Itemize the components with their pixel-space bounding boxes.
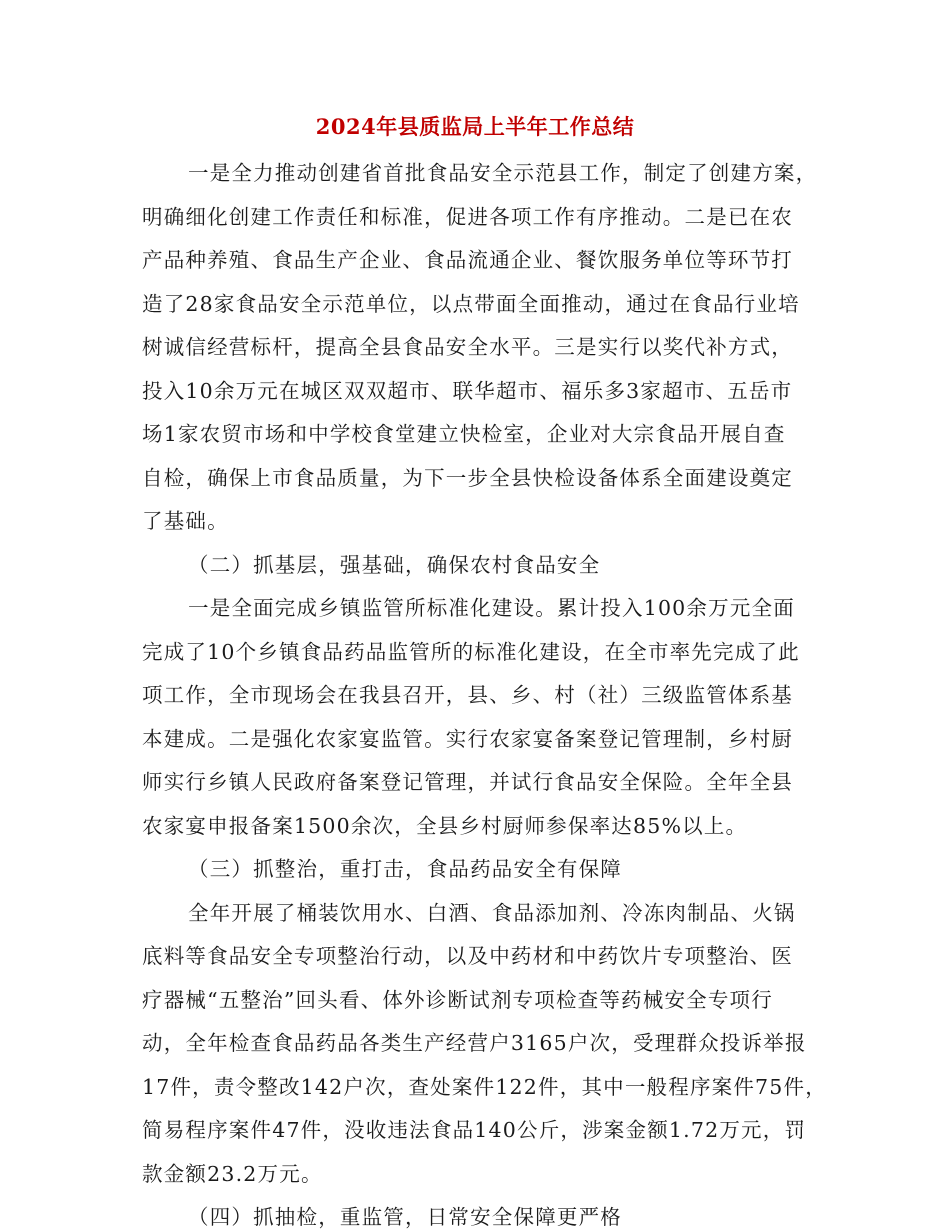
paragraph-line: 简易程序案件47件，没收违法食品140公斤，涉案金额1.72万元，罚 bbox=[142, 1118, 807, 1142]
paragraph-line: 投入10余万元在城区双双超市、联华超市、福乐多3家超市、五岳市 bbox=[142, 378, 793, 403]
paragraph-line: 底料等食品安全专项整治行动，以及中药材和中药饮片专项整治、医 bbox=[142, 944, 793, 968]
paragraph-line: 款金额23.2万元。 bbox=[142, 1161, 323, 1186]
paragraph-line: 17件，责令整改142户次，查处案件122件，其中一般程序案件75件， bbox=[142, 1074, 827, 1099]
paragraph-line: 了基础。 bbox=[142, 509, 229, 533]
paragraph-line: 明确细化创建工作责任和标准，促进各项工作有序推动。二是已在农 bbox=[142, 204, 793, 229]
paragraph-line: 全年开展了桶装饮用水、白酒、食品添加剂、冷冻肉制品、火锅 bbox=[188, 900, 796, 925]
paragraph-line: 场1家农贸市场和中学校食堂建立快检室，企业对大宗食品开展自查 bbox=[142, 422, 786, 446]
paragraph-line: 师实行乡镇人民政府备案登记管理，并试行食品安全保险。全年全县 bbox=[142, 770, 793, 794]
section-heading: （二）抓基层，强基础，确保农村食品安全 bbox=[188, 552, 601, 577]
section-heading: （四）抓抽检，重监管，日常安全保障更严格 bbox=[188, 1205, 622, 1229]
paragraph-line: 产品种养殖、食品生产企业、食品流通企业、餐饮服务单位等环节打 bbox=[142, 248, 793, 272]
paragraph-line: 一是全面完成乡镇监管所标准化建设。累计投入100余万元全面 bbox=[188, 596, 795, 620]
paragraph-line: 动，全年检查食品药品各类生产经营户3165户次，受理群众投诉举报 bbox=[142, 1031, 807, 1055]
paragraph-line: 疗器械“五整治”回头看、体外诊断试剂专项检查等药械安全专项行 bbox=[142, 987, 773, 1012]
paragraph-line: 造了28家食品安全示范单位，以点带面全面推动，通过在食品行业培 bbox=[142, 291, 800, 316]
paragraph-line: 树诚信经营标杆，提高全县食品安全水平。三是实行以奖代补方式， bbox=[142, 335, 793, 359]
paragraph-line: 本建成。二是强化农家宴监管。实行农家宴备案登记管理制，乡村厨 bbox=[142, 726, 793, 751]
paragraph-line: 农家宴申报备案1500余次，全县乡村厨师参保率达85%以上。 bbox=[142, 813, 748, 838]
paragraph-line: 项工作，全市现场会在我县召开，县、乡、村（社）三级监管体系基 bbox=[142, 683, 793, 707]
paragraph-line: 一是全力推动创建省首批食品安全示范县工作，制定了创建方案， bbox=[188, 161, 818, 185]
paragraph-line: 完成了10个乡镇食品药品监管所的标准化建设，在全市率先完成了此 bbox=[142, 639, 800, 664]
document-title: 2024年县质监局上半年工作总结 bbox=[315, 114, 635, 139]
section-heading: （三）抓整治，重打击，食品药品安全有保障 bbox=[188, 857, 622, 881]
paragraph-line: 自检，确保上市食品质量，为下一步全县快检设备体系全面建设奠定 bbox=[142, 465, 793, 490]
